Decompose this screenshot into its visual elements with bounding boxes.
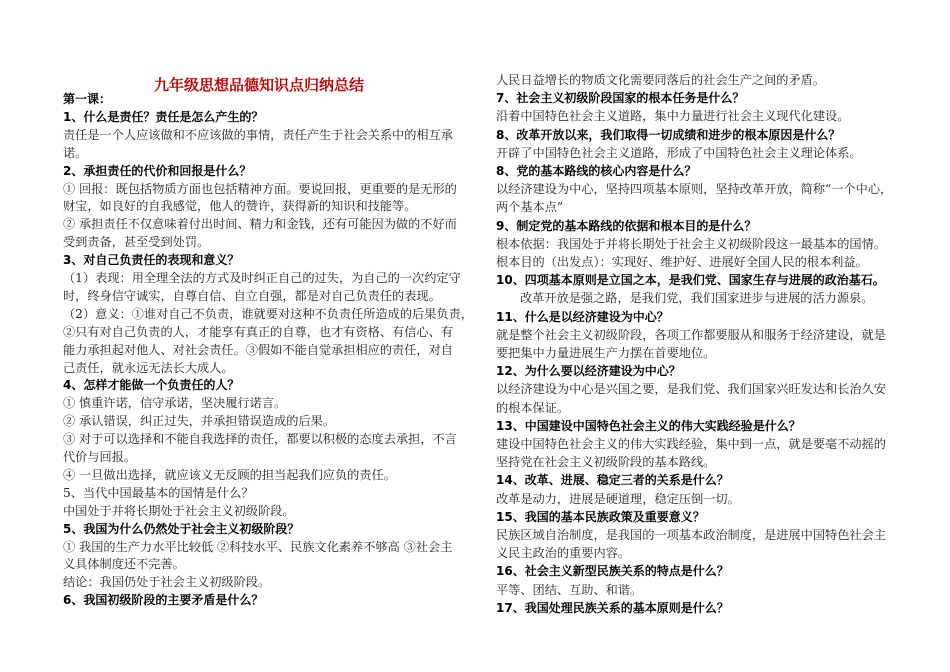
question-heading: 4、怎样才能做一个负责任的人？ <box>63 378 240 393</box>
body-text-line: 坚持党在社会主义初级阶段的基本路线。 <box>496 455 716 470</box>
question-heading: 12、为什么要以经济建设为中心？ <box>496 364 681 379</box>
body-text-line: 中国处于并将长期处于社会主义初级阶段。 <box>63 503 295 518</box>
section-heading: 第一课： <box>63 92 112 106</box>
body-text-line: 结论：我国仍处于社会主义初级阶段。 <box>63 575 271 590</box>
question-heading: 3、对自己负责任的表现和意义？ <box>63 253 240 268</box>
body-text-line: 开辟了中国特色社会主义道路，形成了中国特色社会主义理论体系。 <box>496 145 862 160</box>
body-text-line: 人民日益增长的物质文化需要同落后的社会生产之间的矛盾。 <box>496 73 826 87</box>
body-text-line: 时，终身信守诚实，自尊自信、自立自强，都是对自己负责任的表现。 <box>63 288 441 303</box>
body-text-line: 义具体制度还不完善。 <box>63 557 185 572</box>
body-text-line: 改革开放是强之路，是我们党，我们国家进步与进展的活力源泉。 <box>520 291 874 306</box>
body-text-line: （1）表现：用全理全法的方式及时纠正自己的过失，为自己的一次约定守 <box>63 271 461 285</box>
body-text-line: 己责任，就永远无法长大成人。 <box>63 360 234 375</box>
question-heading: 2、承担责任的代价和回报是什么？ <box>63 163 252 178</box>
body-text-line: 能力承担起对他人、对社会责任。③假如不能自觉承担相应的责任，对自 <box>63 342 453 357</box>
question-heading: 16、社会主义新型民族关系的特点是什么？ <box>496 564 729 579</box>
question-heading: 6、我国初级阶段的主要矛盾是什么？ <box>63 593 264 608</box>
question-heading: 9、制定党的基本路线的依据和根本目的是什么？ <box>496 218 757 233</box>
document-title: 九年级思想品德知识点归纳总结 <box>153 76 364 94</box>
body-text-line: 以经济建设为中心，坚持四项基本原则，坚持改革开放，简称“一个中心， <box>496 182 893 197</box>
body-text-line: ① 慎重许诺，信守承诺，坚决履行诺言。 <box>63 396 287 411</box>
body-text-line: ① 回报：既包括物质方面也包括精神方面。要说回报，更重要的是无形的 <box>63 181 457 196</box>
body-text-line: ② 承担责任不仅意味着付出时间、精力和金钱，还有可能因为做的不好而 <box>63 217 457 232</box>
question-heading: 17、我国处理民族关系的基本原则是什么？ <box>496 600 729 615</box>
body-text-line: 以经济建设为中心是兴国之要，是我们党、我们国家兴旺发达和长治久安 <box>496 382 886 397</box>
question-heading: 8、改革开放以来，我们取得一切成绩和进步的根本原因是什么？ <box>496 127 841 142</box>
body-text-line: 根本目的（出发点）：实现好、维护好、进展好全国人民的根本利益。 <box>496 255 868 269</box>
body-text-line: ②只有对自己负责的人，才能享有真正的自尊，也才有资格、有信心、有 <box>63 324 453 339</box>
body-text-line: 5、当代中国最基本的国情是什么？ <box>63 485 254 500</box>
body-text-line: 要把集中力量进展生产力摆在首要地位。 <box>496 346 716 360</box>
question-heading: 15、我国的基本民族政策及重要意义？ <box>496 509 705 524</box>
question-heading: 14、改革、进展、稳定三者的关系是什么？ <box>496 473 729 488</box>
body-text-line: 平等、团结、互助、和谐。 <box>496 582 643 597</box>
body-text-line: 民族区域自治制度，是我国的一项基本政治制度，是进展中国特色社会主 <box>496 528 886 542</box>
question-heading: 7、社会主义初级阶段国家的根本任务是什么？ <box>496 91 745 106</box>
question-heading: 5、我国为什么仍然处于社会主义初级阶段？ <box>63 521 300 536</box>
question-heading: 8、党的基本路线的核心内容是什么？ <box>496 164 697 178</box>
body-text-line: 诺。 <box>63 145 88 160</box>
body-text-line: ③ 对于可以选择和不能自我选择的责任，都要以积极的态度去承担，不言 <box>63 432 457 447</box>
question-heading: 1、什么是责任？责任是怎么产生的？ <box>63 109 264 124</box>
question-heading: 13、中国建设中国特色社会主义的伟大实践经验是什么？ <box>496 418 801 433</box>
body-text-line: 沿着中国特色社会主义道路，集中力量进行社会主义现代化建设。 <box>496 109 850 124</box>
body-text-line: 两个基本点” <box>496 200 564 215</box>
body-text-line: ④ 一旦做出选择，就应该义无反顾的担当起我们应负的责任。 <box>63 467 396 482</box>
body-text-line: ① 我国的生产力水平比较低 ②科技水平、民族文化素养不够高 ③社会主 <box>63 539 453 554</box>
body-text-line: 根本依据：我国处于并将长期处于社会主义初级阶段这一最基本的国情。 <box>496 236 886 251</box>
body-text-line: 受到责备，甚至受到处罚。 <box>63 235 210 250</box>
body-text-line: 财宝，如良好的自我感觉，他人的赞许，获得新的知识和技能等。 <box>63 199 417 214</box>
body-text-line: 代价与回报。 <box>63 450 137 464</box>
body-text-line: （2）意义：①谁对自己不负责，谁就要对这种不负责任所造成的后果负责， <box>63 306 473 321</box>
body-text-line: 责任是一个人应该做和不应该做的事情，责任产生于社会关系中的相互承 <box>63 127 453 142</box>
body-text-line: 建设中国特色社会主义的伟大实践经验，集中到一点，就是要毫不动摇的 <box>496 437 886 451</box>
body-text-line: 义民主政治的重要内容。 <box>496 546 631 561</box>
body-text-line: 改革是动力，进展是硬道理，稳定压倒一切。 <box>496 491 740 506</box>
question-heading: 11、什么是以经济建设为中心？ <box>496 309 669 324</box>
body-text-line: 的根本保证。 <box>496 400 570 415</box>
question-heading: 10、四项基本原则是立国之本，是我们党、国家生存与进展的政治基石。 <box>496 273 885 288</box>
body-text-line: ② 承认错误，纠正过失，并承担错误造成的后果。 <box>63 414 335 429</box>
body-text-line: 就是整个社会主义初级阶段，各项工作都要服从和服务于经济建设，就是 <box>496 327 886 342</box>
